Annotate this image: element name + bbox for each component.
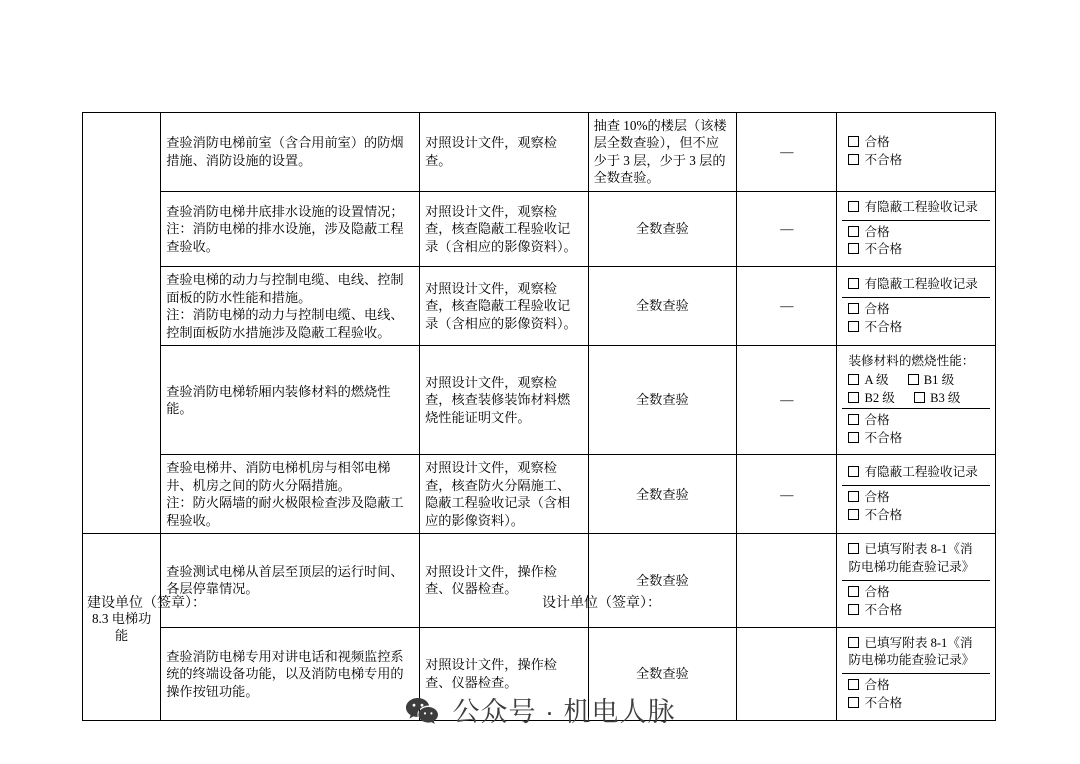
section-label-cell — [83, 113, 161, 534]
position-cell — [737, 191, 837, 267]
checkbox-icon[interactable] — [848, 543, 859, 554]
checkbox-icon[interactable] — [848, 278, 859, 289]
checkbox-option[interactable] — [848, 541, 984, 577]
checkbox-icon[interactable] — [848, 466, 859, 477]
result-option-group — [842, 632, 990, 674]
item-note — [166, 494, 414, 529]
quantity-cell — [588, 534, 736, 628]
method-cell — [420, 346, 589, 455]
item-note-text: 注：消防电梯的动力与控制电缆、电线、控制面板防水措施涉及隐蔽工程验收。 — [166, 307, 404, 340]
result-option-group — [842, 580, 990, 622]
checkbox-option-pair[interactable] — [848, 390, 984, 408]
result-option-cell — [842, 580, 990, 622]
result-option-cell — [842, 538, 990, 580]
checkbox-option[interactable] — [848, 489, 984, 507]
checkbox-icon[interactable] — [914, 392, 925, 403]
checkbox-option[interactable] — [848, 602, 984, 620]
checkbox-icon[interactable] — [848, 374, 859, 385]
checkbox-icon[interactable] — [908, 374, 919, 385]
item-text: 查验消防电梯轿厢内装修材料的燃烧性能。 — [166, 383, 391, 417]
quantity-text: 全数查验 — [636, 221, 689, 237]
checkbox-option-pair[interactable] — [848, 372, 984, 390]
option-label: 已填写附表 8-1《消防电梯功能查验记录》 — [848, 635, 975, 668]
position-cell — [737, 346, 837, 455]
brand-block — [405, 690, 676, 729]
checkbox-option[interactable] — [848, 635, 984, 671]
method-cell — [420, 455, 589, 534]
checkbox-option[interactable] — [848, 584, 984, 602]
option-label: 有隐蔽工程验收记录 — [864, 464, 978, 479]
method-text: 对照设计文件，操作检查、仪器检查。 — [425, 563, 557, 597]
checkbox-icon[interactable] — [848, 243, 859, 254]
design-unit-signature: 设计单位（签章）： — [542, 596, 661, 611]
result-option-group — [842, 273, 990, 297]
option-label: A 级 — [864, 372, 889, 387]
item-cell — [161, 191, 420, 267]
result-options-table — [842, 196, 990, 263]
quantity-text: 抽查 10%的楼层（该楼层全数查验），但不应少于 3 层，少于 3 层的全数查验。 — [593, 118, 727, 186]
item-cell — [161, 346, 420, 455]
result-options-table — [842, 273, 990, 340]
checkbox-icon[interactable] — [848, 432, 859, 443]
wechat-icon — [405, 696, 439, 726]
checkbox-icon[interactable] — [848, 226, 859, 237]
option-label: 合格 — [864, 224, 890, 239]
option-label: 合格 — [864, 301, 890, 316]
checkbox-icon[interactable] — [848, 604, 859, 615]
result-option-cell — [842, 408, 990, 450]
item-note — [166, 306, 414, 341]
position-cell — [737, 267, 837, 346]
item-text: 查验消防电梯专用对讲电话和视频监控系统的终端设备功能，以及消防电梯专用的操作按钮功能。 — [166, 648, 404, 699]
checkbox-icon[interactable] — [848, 586, 859, 597]
checkbox-icon[interactable] — [848, 303, 859, 314]
checkbox-option[interactable] — [848, 224, 984, 242]
checkbox-option[interactable] — [848, 319, 984, 337]
checkbox-option[interactable] — [848, 372, 888, 390]
option-label: 有隐蔽工程验收记录 — [864, 276, 978, 291]
result-option-cell — [842, 461, 990, 485]
quantity-cell — [588, 267, 736, 346]
result-option-cell — [842, 131, 990, 173]
quantity-text: 全数查验 — [636, 572, 689, 588]
item-cell — [161, 455, 420, 534]
item-text: 查验测试电梯从首层至顶层的运行时间、各层停靠情况。 — [166, 563, 404, 597]
result-option-group — [842, 220, 990, 262]
checkbox-icon[interactable] — [848, 136, 859, 147]
checkbox-icon[interactable] — [848, 509, 859, 520]
position-text: — — [780, 486, 794, 502]
checkbox-icon[interactable] — [848, 154, 859, 165]
table-row — [83, 113, 996, 192]
option-label: 不合格 — [864, 507, 903, 522]
table-row — [83, 346, 996, 455]
option-label: 不合格 — [864, 242, 903, 257]
result-option-cell — [842, 196, 990, 220]
result-title: 装修材料的燃烧性能： — [848, 354, 975, 368]
quantity-cell — [588, 346, 736, 455]
checkbox-option[interactable] — [908, 372, 954, 390]
inspection-form-sheet — [82, 112, 996, 721]
item-text: 查验消防电梯井底排水设施的设置情况； — [166, 203, 404, 219]
position-text: — — [780, 221, 794, 237]
method-cell — [420, 534, 589, 628]
checkbox-option[interactable] — [848, 464, 984, 482]
position-text: — — [780, 298, 794, 314]
checkbox-icon[interactable] — [848, 392, 859, 403]
method-text: 对照设计文件，观察检查，核查隐蔽工程验收记录（含相应的影像资料）。 — [425, 281, 577, 331]
result-cell — [837, 113, 996, 192]
footer-watermark — [0, 690, 1080, 729]
option-label: 合格 — [864, 584, 890, 599]
method-text: 对照设计文件，观察检查。 — [425, 135, 557, 168]
quantity-text: 全数查验 — [636, 666, 689, 682]
result-options-table — [842, 131, 990, 173]
result-option-group — [842, 408, 990, 450]
option-label: 不合格 — [864, 602, 903, 617]
table-row — [83, 455, 996, 534]
result-option-group — [842, 131, 990, 173]
checkbox-icon[interactable] — [848, 679, 859, 690]
checkbox-option[interactable] — [848, 276, 984, 294]
result-option-cell — [842, 485, 990, 527]
result-cell — [837, 455, 996, 534]
checkbox-option[interactable] — [848, 241, 984, 259]
method-cell — [420, 267, 589, 346]
position-cell — [737, 534, 837, 628]
table-row — [83, 267, 996, 346]
item-note — [166, 220, 414, 255]
option-label: 已填写附表 8-1《消防电梯功能查验记录》 — [848, 542, 975, 574]
checkbox-icon[interactable] — [848, 201, 859, 212]
result-option-group — [842, 297, 990, 339]
result-option-cell — [842, 297, 990, 339]
section-label-text: 8.3 电梯功能 — [91, 610, 152, 644]
checkbox-icon[interactable] — [848, 491, 859, 502]
result-options-table — [842, 350, 990, 450]
item-text: 查验电梯的动力与控制电缆、电线、控制面板的防水性能和措施。 — [166, 272, 404, 305]
checkbox-option[interactable] — [848, 199, 984, 217]
checkbox-icon[interactable] — [848, 321, 859, 332]
position-cell — [737, 455, 837, 534]
position-text: — — [780, 144, 794, 160]
item-text: 查验电梯井、消防电梯机房与相邻电梯井、机房之间的防火分隔措施。 — [166, 460, 391, 493]
quantity-text: 全数查验 — [636, 486, 689, 502]
result-option-group — [842, 538, 990, 580]
result-cell — [837, 267, 996, 346]
option-label: 合格 — [864, 412, 890, 427]
inspection-table — [82, 112, 996, 721]
option-label: 不合格 — [864, 152, 903, 167]
item-cell — [161, 534, 420, 628]
method-text: 对照设计文件，操作检查、仪器检查。 — [425, 657, 557, 690]
checkbox-option[interactable] — [848, 301, 984, 319]
checkbox-option[interactable] — [848, 507, 984, 525]
quantity-cell — [588, 455, 736, 534]
method-text: 对照设计文件，观察检查，核查防火分隔施工、隐蔽工程验收记录（含相应的影像资料）。 — [425, 460, 571, 528]
quantity-text: 全数查验 — [636, 392, 689, 408]
option-label: 不合格 — [864, 319, 903, 334]
position-cell — [737, 113, 837, 192]
result-option-cell — [842, 632, 990, 674]
result-option-group — [842, 485, 990, 527]
item-text: 查验消防电梯前室（含合用前室）的防烟措施、消防设施的设置。 — [166, 135, 404, 168]
checkbox-option[interactable] — [848, 390, 894, 408]
result-option-group — [842, 196, 990, 220]
result-cell — [837, 534, 996, 628]
option-label: 合格 — [864, 134, 890, 149]
option-label: 不合格 — [864, 696, 903, 711]
option-label: B2 级 — [864, 390, 895, 405]
option-label: 不合格 — [864, 430, 903, 445]
checkbox-option[interactable] — [914, 390, 960, 408]
option-label: 合格 — [864, 678, 890, 693]
item-note-text: 注：防火隔墙的耐火极限检查涉及隐蔽工程验收。 — [166, 495, 404, 528]
position-text: — — [780, 392, 794, 408]
option-label: 合格 — [864, 489, 890, 504]
result-option-cell — [842, 220, 990, 262]
option-label: B1 级 — [923, 372, 955, 387]
table-row — [83, 534, 996, 628]
quantity-text: 全数查验 — [636, 298, 689, 314]
result-option-group — [842, 350, 990, 408]
checkbox-icon[interactable] — [848, 414, 859, 425]
result-cell — [837, 191, 996, 267]
method-cell — [420, 191, 589, 267]
quantity-cell — [588, 191, 736, 267]
table-body — [83, 113, 996, 721]
result-option-group — [842, 461, 990, 485]
option-label: 有隐蔽工程验收记录 — [864, 199, 978, 214]
method-cell — [420, 113, 589, 192]
item-note-text: 注：消防电梯的排水设施，涉及隐蔽工程查验收。 — [166, 221, 404, 254]
checkbox-icon[interactable] — [848, 637, 859, 648]
result-title-cell — [842, 350, 990, 408]
item-cell — [161, 113, 420, 192]
result-options-table — [842, 461, 990, 528]
result-option-cell — [842, 273, 990, 297]
checkbox-option[interactable] — [848, 412, 984, 430]
table-row — [83, 191, 996, 267]
method-text: 对照设计文件，观察检查，核查隐蔽工程验收记录（含相应的影像资料）。 — [425, 203, 577, 254]
construction-unit-signature: 建设单位（签章）： — [87, 596, 206, 611]
option-label: B3 级 — [930, 390, 961, 405]
result-cell — [837, 346, 996, 455]
checkbox-option[interactable] — [848, 430, 984, 448]
checkbox-option[interactable] — [848, 134, 984, 152]
result-options-table — [842, 538, 990, 623]
method-text: 对照设计文件，观察检查，核查装修装饰材料燃烧性能证明文件。 — [425, 375, 571, 425]
item-cell — [161, 267, 420, 346]
quantity-cell — [588, 113, 736, 192]
brand-text: 公众号 · 机电人脉 — [452, 697, 676, 727]
checkbox-option[interactable] — [848, 152, 984, 170]
